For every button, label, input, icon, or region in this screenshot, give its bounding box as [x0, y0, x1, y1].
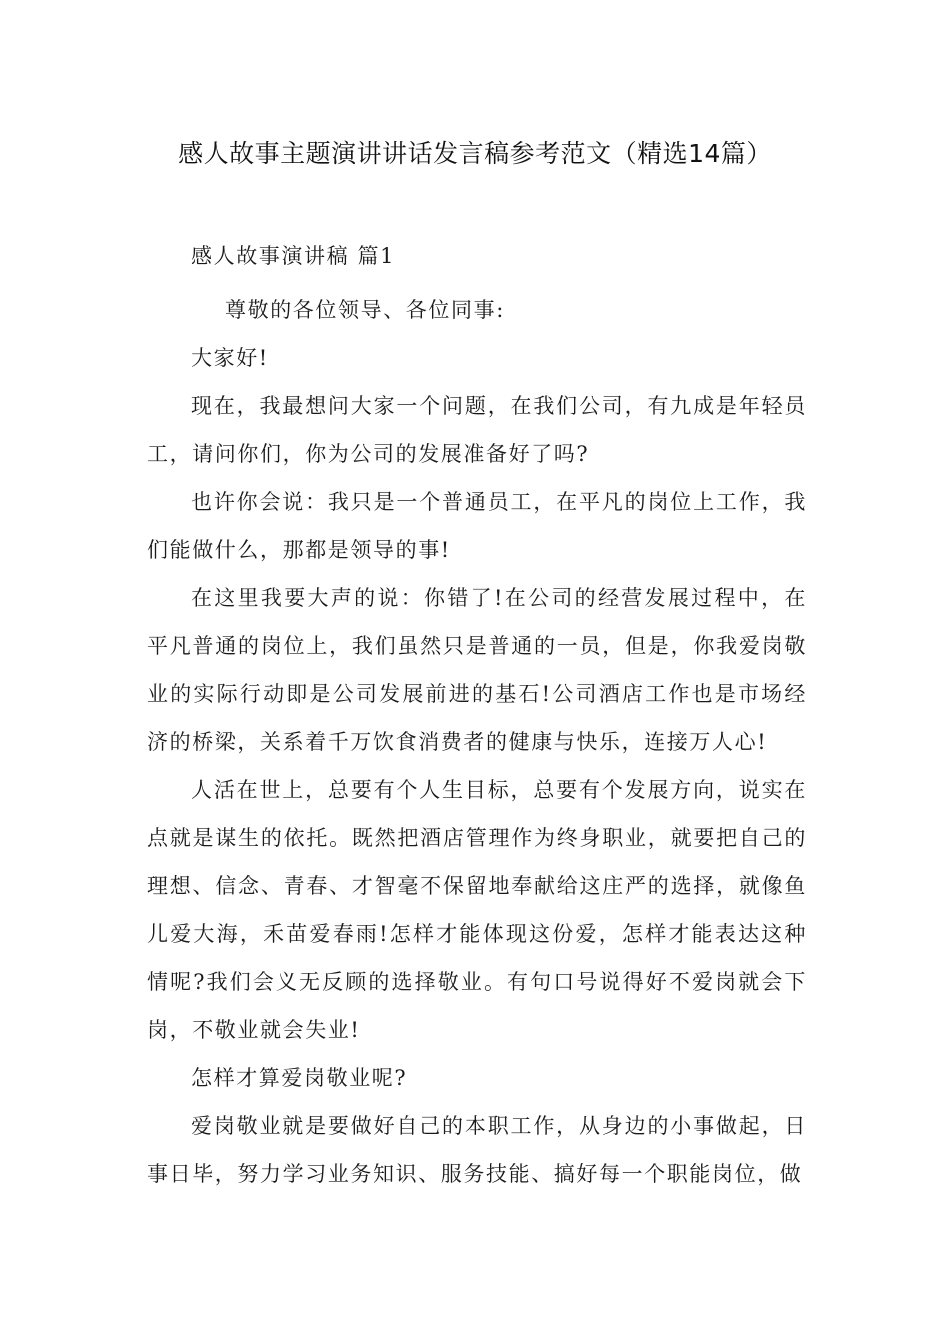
paragraph: 怎样才算爱岗敬业呢? — [191, 1066, 408, 1090]
greeting: 大家好! — [191, 346, 269, 370]
salutation: 尊敬的各位领导、各位同事: — [225, 298, 505, 322]
section-heading: 感人故事演讲稿 篇1 — [191, 244, 396, 268]
paragraph: 在这里我要大声的说：你错了!在公司的经营发展过程中，在平凡普通的岗位上，我们虽然只是普通的一员，但是，你我爱岗敬业的实际行动即是公司发展前进的基石!公司酒店工作也是市场经济的桥梁，关系着千万饮食消费者的健康与快乐，连接万人心! — [147, 586, 807, 754]
paragraph: 现在，我最想问大家一个问题，在我们公司，有九成是年轻员工，请问你们，你为公司的发展准备好了吗? — [147, 394, 807, 466]
document-title: 感人故事主题演讲讲话发言稿参考范文（精选14篇） — [178, 139, 772, 168]
paragraph: 也许你会说：我只是一个普通员工，在平凡的岗位上工作，我们能做什么，那都是领导的事! — [147, 490, 807, 562]
paragraph: 爱岗敬业就是要做好自己的本职工作，从身边的小事做起，日事日毕，努力学习业务知识、服务技能、搞好每一个职能岗位，做 — [147, 1114, 807, 1186]
paragraph: 人活在世上，总要有个人生目标，总要有个发展方向，说实在点就是谋生的依托。既然把酒店管理作为终身职业，就要把自己的理想、信念、青春、才智毫不保留地奉献给这庄严的选择，就像鱼儿爱大海，禾苗爱春雨!怎样才能体现这份爱，怎样才能表达这种情呢?我们会义无反顾的选择敬业。有句口号说得好不爱岗就会下岗，不敬业就会失业! — [147, 778, 807, 1042]
document-body — [147, 232, 807, 1198]
